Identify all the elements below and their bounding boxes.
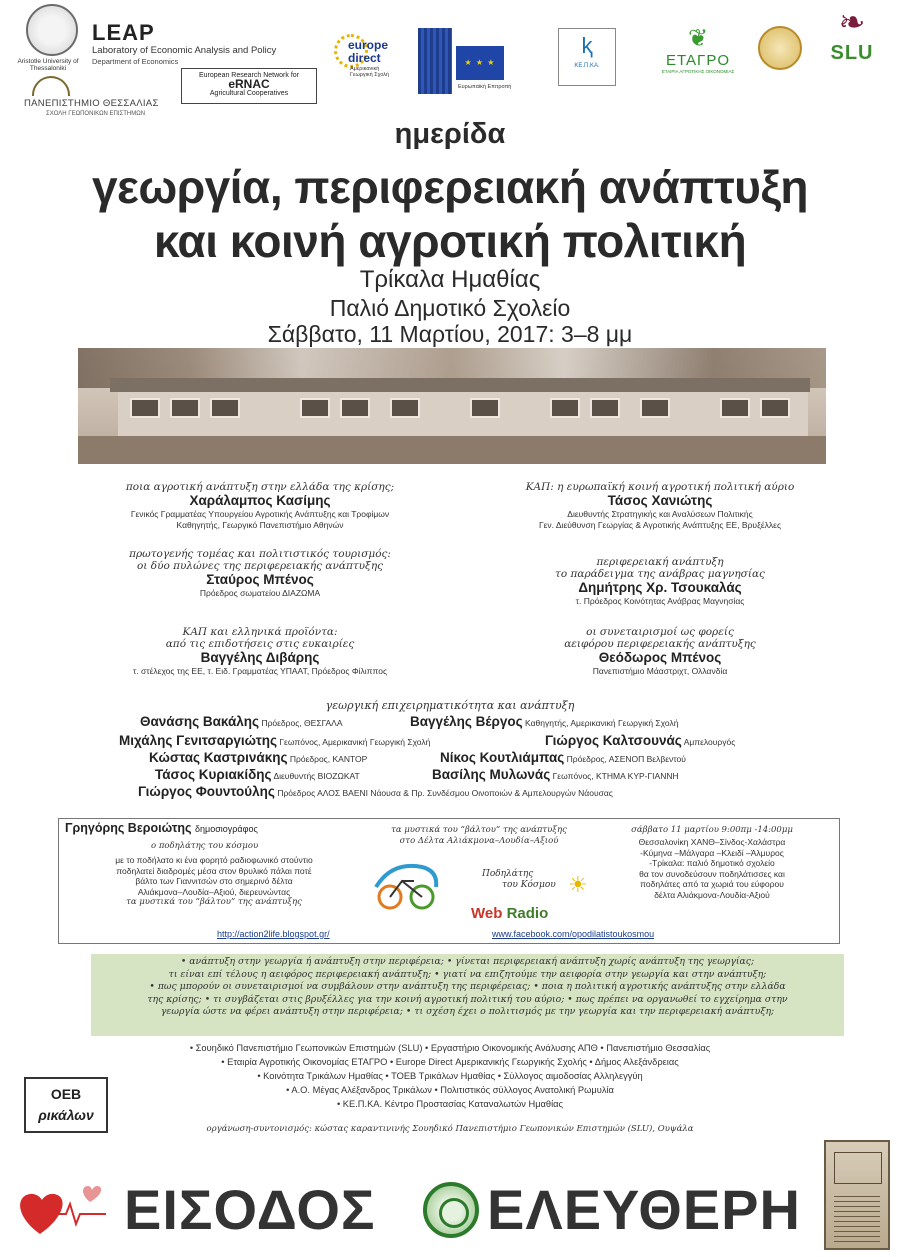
speaker-block xyxy=(460,626,860,677)
leaf-icon: ❦ xyxy=(687,25,709,52)
description-line: τα μυστικά του “βάλτου” της ανάπτυξης xyxy=(126,897,302,907)
logo-strip xyxy=(0,0,900,125)
speaker-block xyxy=(60,626,460,677)
panelist xyxy=(432,767,679,782)
speaker-role: Καθηγητής, Γεωργικό Πανεπιστήμιο Αθηνών xyxy=(176,520,344,530)
web-radio-logo xyxy=(471,905,548,922)
blood-donation-heart-icon xyxy=(10,1184,110,1246)
panelist xyxy=(119,733,430,748)
speaker-role: Γεν. Διεύθυνση Γεωργίας & Αγροτικής Ανάπτυξης ΕΕ, Βρυξέλλες xyxy=(538,520,782,530)
speaker-block xyxy=(60,548,460,599)
description-line: ποδηλατεί διαδρομές μέσα στον θρυλικό πάλαι ποτέ xyxy=(116,865,312,876)
speaker-name: Χαράλαμπος Κασίμης xyxy=(189,493,331,508)
question-line: • πως μπορούν οι συνεταιρισμοί να συμβάλουν στην ανάπτυξη της περιφέρειας; • ποια η πολιτική αγροτικής ανάπτυξης στην ελλάδα xyxy=(149,981,786,992)
question-line: • ανάπτυξη στην γεωργία ή ανάπτυξη στην περιφέρεια; • γίνεται περιφερειακή ανάπτυξη χωρίς ανάπτυξη της γεωργίας; xyxy=(180,956,755,967)
window xyxy=(340,398,370,418)
questions-box xyxy=(91,954,844,1036)
route-line: -Τρίκαλα: παλιό δημοτικό σχολείο xyxy=(649,858,775,868)
school-yard xyxy=(78,436,826,464)
community-emblem-icon xyxy=(423,1182,479,1238)
partner-line: • Εταιρία Αγροτικής Οικονομίας ΕΤΑΓΡΟ • Europe Direct Αμερικανικής Γεωργικής Σχολής • Δήμος Αλεξάνδρειας xyxy=(221,1057,679,1067)
cyclist-name-line xyxy=(65,823,258,835)
panelist-name: Μιχάλης Γενιτσαργιώτης xyxy=(119,733,277,748)
cyclist-job: δημοσιογράφος xyxy=(195,824,258,834)
speaker-block xyxy=(460,481,860,531)
talk-topic: το παράδειγμα της ανάβρας μαγνησίας xyxy=(555,568,765,580)
slu-leaf-mark-icon: ❧ xyxy=(838,4,866,40)
panelist-role: Πρόεδρος ΑΛΟΣ ΒΑΕΝΙ Νάουσα & Πρ. Συνδέσμου Οινοποιών & Αμπελουργών Νάουσας xyxy=(277,788,613,798)
europe-direct-word2: direct xyxy=(348,51,381,65)
project-title-line: στο Δέλτα Αλιάκμονα–Λουδία–Αξιού xyxy=(399,835,559,846)
etagro-logo xyxy=(628,26,768,92)
facebook-link[interactable]: www.facebook.com/opodilatistoukosmou xyxy=(492,929,655,939)
kepka-logo xyxy=(558,28,616,86)
panelist-name: Θανάσης Βακάλης xyxy=(140,714,260,729)
event-place: Τρίκαλα Ημαθίας xyxy=(359,266,541,293)
window xyxy=(550,398,580,418)
speaker-role: Πανεπιστήμιο Μάαστριχτ, Ολλανδία xyxy=(592,666,728,676)
cyclist-box xyxy=(58,818,840,944)
project-title-line: τα μυστικά του “βάλτου” της ανάπτυξης xyxy=(391,825,567,835)
event-venue: Παλιό Δημοτικό Σχολείο xyxy=(329,295,571,321)
talk-topic: ΚΑΠ: η ευρωπαϊκή κοινή αγροτική πολιτική αύριο xyxy=(525,481,795,493)
event-title-line1: γεωργία, περιφερειακή ανάπτυξη xyxy=(91,161,809,213)
event-date: Σάββατο, 11 Μαρτίου, 2017: 3–8 μμ xyxy=(267,321,633,347)
window xyxy=(210,398,240,418)
panelist xyxy=(149,750,367,765)
panelist-name: Τάσος Κυριακίδης xyxy=(155,767,272,782)
talk-topic: περιφερειακή ανάπτυξη xyxy=(596,556,724,568)
speaker-role: Πρόεδρος σωματείου ΔΙΑΖΩΜΑ xyxy=(199,588,321,598)
cyclist-route xyxy=(589,825,835,836)
route-line: σάββατο 11 μαρτίου 9:00πμ -14:00μμ xyxy=(631,825,793,835)
ernac-acronym: eRNAC xyxy=(228,77,270,91)
slu-label: SLU xyxy=(830,42,874,64)
roundtable-topic: γεωργική επιχειρηματικότητα και ανάπτυξη xyxy=(325,699,575,712)
route-line: θα τον συνοδεύσουν ποδηλάτισσες και xyxy=(639,868,785,879)
speaker-block xyxy=(460,556,860,607)
europe-direct-logo xyxy=(330,28,402,88)
building-door xyxy=(470,398,500,418)
cyclist-route-details xyxy=(589,837,835,900)
talk-topic: ΚΑΠ και ελληνικά προϊόντα: xyxy=(182,626,338,638)
ernac-logo xyxy=(181,68,317,104)
cyclist-project-title xyxy=(379,825,579,846)
panelist xyxy=(140,714,343,729)
slu-logo xyxy=(814,2,890,78)
window xyxy=(590,398,620,418)
old-school-building-photo xyxy=(78,348,826,464)
route-line: Θεσσαλονίκη ΧΑΝΘ–Σίνδος-Χαλάστρα xyxy=(638,837,786,847)
speaker-block xyxy=(60,481,460,531)
european-commission-label: Ευρωπαϊκή Επιτροπή xyxy=(458,84,512,90)
europe-direct-word1: europe xyxy=(348,38,389,52)
speaker-name: Βαγγέλης Διβάρης xyxy=(200,650,320,665)
bicycle-icon xyxy=(372,857,442,913)
eu-flag-icon: ★ ★ ★ xyxy=(456,46,504,80)
aristotle-university-caption: Aristotle University of Thessaloniki xyxy=(17,58,79,72)
talk-topic: αειφόρου περιφερειακής ανάπτυξης xyxy=(564,638,756,650)
question-line: της κρίσης; • τι συγβάζεται στις βρυξέλλες για την κοινή αγροτική πολιτική του αύριο; • πως πρέπει να οργανωθεί το εγχείρημα στην xyxy=(147,993,788,1005)
thessaly-arch-icon xyxy=(32,76,70,96)
toeb-line1: ΟΕΒ xyxy=(50,1086,82,1102)
speaker-name: Τάσος Χανιώτης xyxy=(607,493,713,508)
ernac-top-text: European Research Network for xyxy=(199,72,299,79)
talk-topic: από τις επιδοτήσεις στις ευκαιρίες xyxy=(165,638,355,650)
speaker-role: Γενικός Γραμματέας Υπουργείου Αγροτικής Ανάπτυξης και Τροφίμων xyxy=(130,509,390,519)
panelist xyxy=(155,767,360,782)
sun-icon: ☀ xyxy=(568,872,588,897)
organizer-credit: οργάνωση-συντονισμός: κώστας καραντινινής Σουηδικό Πανεπιστήμιο Γεωπονικών Επιστημών (SLU), Ουψάλα xyxy=(206,1124,694,1134)
speaker-name: Δημήτρης Χρ. Τσουκαλάς xyxy=(578,580,742,595)
panelist-name: Βαγγέλης Βέργος xyxy=(410,714,523,729)
window xyxy=(720,398,750,418)
etagro-subtitle: ΕΤΑΙΡΙΑ ΑΓΡΟΤΙΚΗΣ ΟΙΚΟΝΟΜΙΑΣ xyxy=(661,69,735,74)
panelist xyxy=(545,733,735,748)
description-line: βάλτο των Γιαννιτσών στο σημερινό δέλτα xyxy=(135,876,293,886)
partner-line: • Α.Ο. Μέγας Αλέξανδρος Τρικάλων • Πολιτιστικός σύλλογος Ανατολική Ρωμυλία xyxy=(286,1085,614,1095)
window xyxy=(640,398,670,418)
radio-caption-line: του Κόσμου xyxy=(502,880,556,890)
speaker-name: Σταύρος Μπένος xyxy=(206,572,314,587)
window xyxy=(130,398,160,418)
speaker-role: Διευθυντής Στρατηγικής και Αναλύσεων Πολιτικής xyxy=(567,509,753,519)
cyclist-description xyxy=(69,855,359,908)
question-line: τι είναι επί τέλους η αειφόρος περιφερειακή ανάπτυξη; • γιατί να επιζητούμε την αειφορία στην γεωργία και στην ανάπτυξη; xyxy=(168,968,767,980)
description-line: Αλιάκμονα–Λουδία–Αξιού, διερευνώντας xyxy=(137,886,291,897)
etagro-label: ΕΤΑΓΡΟ xyxy=(666,52,730,69)
talk-topic: οι συνεταιρισμοί ως φορείς xyxy=(586,626,734,638)
berlaymont-building-icon xyxy=(418,28,452,94)
web-radio-radio: Radio xyxy=(506,905,549,922)
blog-link[interactable]: http://action2life.blogspot.gr/ xyxy=(217,929,330,939)
description-line: με το ποδήλατο κι ένα φορητό ραδιοφωνικό στούντιο xyxy=(115,855,313,865)
route-line: δέλτα Αλιάκμονα-Λουδία-Αξιού xyxy=(654,889,770,900)
panelist-name: Βασίλης Μυλωνάς xyxy=(432,767,551,782)
panelist-role: Πρόεδρος, ΑΣΕΝΟΠ Βελβεντού xyxy=(566,754,686,764)
panelist-name: Γιώργος Φουντούλης xyxy=(138,784,275,799)
radio-caption-line: Ποδηλάτης xyxy=(482,869,534,879)
event-type: ημερίδα xyxy=(394,118,506,150)
talk-topic: ποια αγροτική ανάπτυξη στην ελλάδα της κρίσης; xyxy=(125,481,395,493)
entrance-word: ΕΙΣΟΔΟΣ xyxy=(124,1178,376,1241)
old-book-cover-image xyxy=(824,1140,890,1250)
panelist-role: Διευθυντής ΒΙΟΖΩΚΑΤ xyxy=(273,771,360,781)
window xyxy=(390,398,420,418)
event-title-line2: και κοινή αγροτική πολιτική xyxy=(153,215,747,267)
leap-logo-subtitle: Laboratory of Economic Analysis and Policy xyxy=(92,45,277,56)
running-figure-icon: ⱪ xyxy=(581,33,593,58)
thessaly-university-name: ΠΑΝΕΠΙΣΤΗΜΙΟ ΘΕΣΣΑΛΙΑΣ xyxy=(24,98,159,109)
partner-line: • Σουηδικό Πανεπιστήμιο Γεωπονικών Επιστημών (SLU) • Εργαστήριο Οικονομικής Ανάλυσης ΑΠΘ • Πανεπιστήμιο Θεσσαλίας xyxy=(189,1043,711,1053)
route-line: -Κύμηνα –Μάλγαρα –Κλειδί –Άλμυρος xyxy=(640,847,784,858)
route-line: ποδηλάτες από τα χωριά του εύφορου xyxy=(640,879,784,889)
panelist xyxy=(440,750,686,765)
panelist-role: Καθηγητής, Αμερικανική Γεωργική Σχολή xyxy=(525,718,679,728)
speaker-role: τ. στέλεχος της ΕΕ, τ. Ειδ. Γραμματέας ΥΠΑΑΤ, Πρόεδρος Φίλιππος xyxy=(132,666,388,676)
aristotle-university-seal-icon xyxy=(26,4,78,56)
speaker-name: Θεόδωρος Μπένος xyxy=(598,650,722,665)
window xyxy=(170,398,200,418)
leap-logo-title: LEAP xyxy=(92,20,155,45)
building-roof xyxy=(110,378,810,392)
partner-line: • Κοινότητα Τρικάλων Ημαθίας • ΤΟΕΒ Τρικάλων Ημαθίας • Σύλλογος αιμοδοσίας Αλληλεγγύη xyxy=(257,1071,643,1081)
europe-direct-host: Αμερικανική Γεωργική Σχολή xyxy=(350,66,390,78)
ernac-bottom-text: Agricultural Cooperatives xyxy=(209,90,289,97)
window xyxy=(760,398,790,418)
thessaly-school-name: ΣΧΟΛΗ ΓΕΩΠΟΝΙΚΩΝ ΕΠΙΣΤΗΜΩΝ xyxy=(46,111,146,117)
cyclist-name: Γρηγόρης Βεροιώτης xyxy=(65,821,192,835)
speaker-role: τ. Πρόεδρος Κοινότητας Ανάβρας Μαγνησίας xyxy=(575,596,745,606)
panelist-role: Πρόεδρος, ΚΑΝΤΟΡ xyxy=(289,754,368,764)
web-radio-web: Web xyxy=(471,905,503,922)
panelist-role: Πρόεδρος, ΘΕΣΓΑΛΑ xyxy=(261,718,343,728)
panelist-name: Νίκος Κουτλιάμπας xyxy=(440,750,565,765)
toeb-line2: ρικάλων xyxy=(38,1107,94,1123)
panelist-name: Κώστας Καστρινάκης xyxy=(149,750,288,765)
panelist xyxy=(410,714,678,729)
panelist-name: Γιώργος Καλτσουνάς xyxy=(545,733,682,748)
cyclist-alias: ο ποδηλάτης του κόσμου xyxy=(151,841,259,851)
leap-logo-department: Department of Economics xyxy=(92,57,179,66)
talk-topic: πρωτογενής τομέας και πολιτιστικός τουρισμός: xyxy=(129,548,391,560)
radio-caption xyxy=(458,869,556,891)
panelist-role: Γεωπόνος, ΚΤΗΜΑ ΚΥΡ-ΓΙΑΝΝΗ xyxy=(552,771,679,781)
panelist xyxy=(138,784,613,799)
talk-topic: οι δύο πυλώνες της περιφερειακής ανάπτυξης xyxy=(136,560,384,572)
kepka-label: ΚΕ.Π.ΚΑ. xyxy=(574,63,600,69)
european-commission-logo xyxy=(418,28,538,108)
question-line: γεωργία ώστε να φέρει ανάπτυξη στην περιφέρεια; • τι σχέση έχει ο πολιτισμός με την γεωργία και την περιφερειακή ανάπτυξη; xyxy=(160,1006,775,1017)
panelist-role: Αμπελουργός xyxy=(683,737,736,747)
window xyxy=(300,398,330,418)
free-word: ΕΛΕΥΘΕΡΗ xyxy=(487,1178,801,1241)
partner-line: • ΚΕ.Π.ΚΑ. Κέντρο Προστασίας Καταναλωτών Ημαθίας xyxy=(336,1099,564,1109)
panelist-role: Γεωπόνος, Αμερικανική Γεωργική Σχολή xyxy=(279,737,431,747)
municipality-seal-icon xyxy=(758,26,802,70)
